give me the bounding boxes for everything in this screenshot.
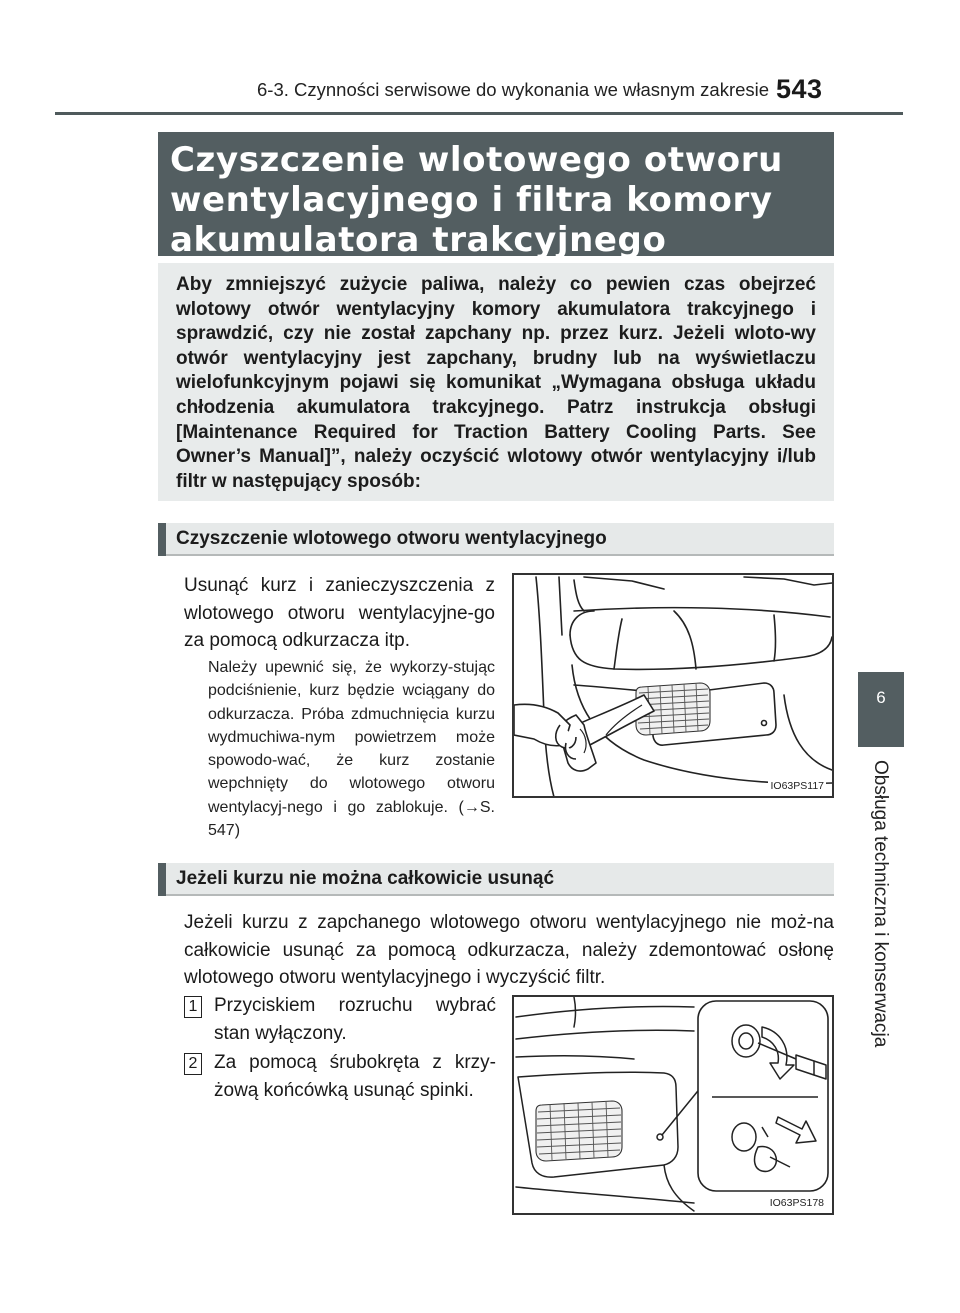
page-title — [158, 132, 834, 260]
title-line: wentylacyjnego i filtra komory — [170, 180, 773, 220]
clip-removal-illustration — [514, 997, 834, 1215]
heading-bar — [158, 863, 166, 896]
step-text: Za pomocą śrubokręta z krzy-żową końcówką usunąć spinki. — [214, 1052, 496, 1101]
step-number: 1 — [184, 996, 202, 1018]
figure-clip-removal — [512, 995, 834, 1215]
chapter-title: Obsługa techniczna i konserwacja — [870, 760, 891, 1048]
chapter-side-label — [858, 760, 904, 1280]
vacuum-illustration — [514, 575, 834, 798]
page-number: 543 — [776, 74, 823, 104]
intro-text: Aby zmniejszyć zużycie paliwa, należy co pewien czas obejrzeć wlotowy otwór wentylacyjny komory akumulatora trakcyjnego i sprawdzić, czy nie został zapchany np. przez kurz. Jeżeli wloto-wy otwór wentylacyjny jest zapchany, brudny lub na wyświetlaczu wielofunkcyjnym pojawi się komunikat „Wymagana obsługa układu chłodzenia akumulatora trakcyjnego. Patrz instrukcja obsługi [Maintenance Required for Traction Battery Cooling Parts. See Owner’s Manual]”, należy oczyścić wlotowy otwór wentylacyjny i/lub filtr w następujący sposób: — [176, 274, 816, 492]
section-header: 6-3. Czynności serwisowe do wykonania we własnym zakresie — [257, 79, 770, 100]
section2-heading-text: Jeżeli kurzu nie można całkowicie usunąć — [176, 868, 555, 889]
step-text: Przyciskiem rozruchu wybrać stan wyłączony. — [214, 995, 496, 1044]
header-rule — [55, 112, 903, 115]
section1-heading — [158, 523, 834, 556]
title-line: Czyszczenie wlotowego otworu — [170, 140, 783, 180]
chapter-tab — [858, 672, 904, 747]
step-number: 2 — [184, 1053, 202, 1075]
section1-heading-text: Czyszczenie wlotowego otworu wentylacyjnego — [176, 528, 607, 549]
section2-body: Jeżeli kurzu z zapchanego wlotowego otworu wentylacyjnego nie moż-na całkowicie usunąć za pomocą odkurzacza, należy zdemontować osłonę wlotowego otworu wentylacyjnego i wyczyścić filtr. — [184, 912, 834, 988]
section1-note: Należy upewnić się, że wykorzy-stując podciśnienie, kurz będzie wciągany do odkurzacza. Próba zdmuchnięcia kurzu wydmuchiwa-nym powietrzem może spowodo-wać, że kurz zostanie wepchnięty do wlotowego otworu wentylacyj-nego i go zablokuje. (→S. 547) — [208, 659, 495, 840]
title-line: akumulatora trakcyjnego — [170, 220, 667, 260]
figure-vacuum-cleaning — [512, 573, 834, 798]
section2-heading — [158, 863, 834, 896]
figure-id: IO63PS178 — [769, 1197, 824, 1209]
figure-id: IO63PS117 — [770, 780, 824, 792]
heading-bar — [158, 523, 166, 556]
chapter-number: 6 — [876, 688, 886, 707]
intro-box — [158, 263, 834, 501]
section1-body: Usunąć kurz i zanieczyszczenia z wlotowego otworu wentylacyjne-go za pomocą odkurzacza itp. — [184, 575, 495, 651]
